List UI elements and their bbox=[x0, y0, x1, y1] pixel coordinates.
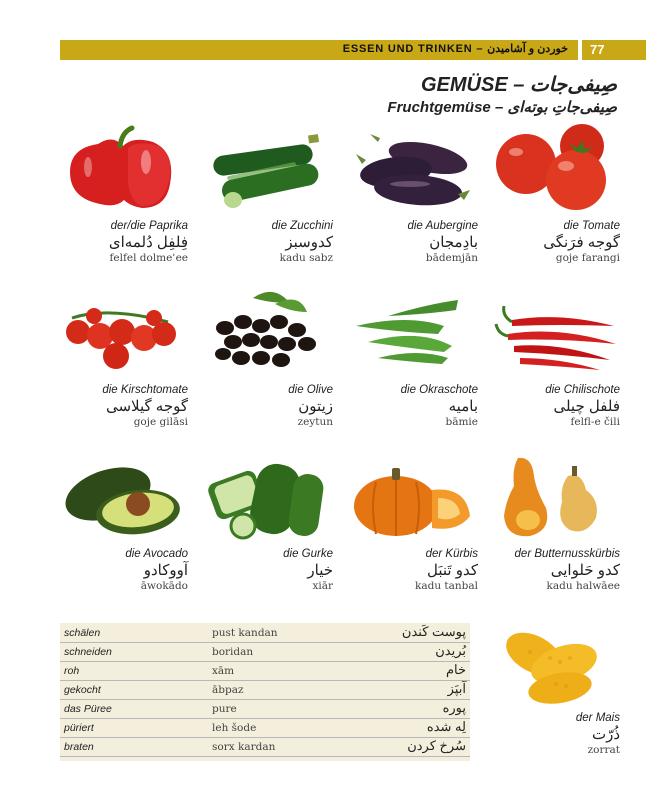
tomato-icon bbox=[490, 122, 620, 217]
table-german: püriert bbox=[64, 722, 94, 734]
transliteration: goje farangi bbox=[555, 252, 620, 264]
persian-word: فِلفِل دُلمه‌ای bbox=[108, 234, 188, 251]
table-transliteration: pust kandan bbox=[212, 627, 278, 639]
german-word: die Aubergine bbox=[407, 220, 478, 232]
table-persian: آبپَز bbox=[447, 681, 466, 696]
table-german: roh bbox=[64, 665, 80, 677]
german-word: die Okraschote bbox=[400, 384, 478, 396]
table-row bbox=[60, 661, 470, 681]
pumpkin-icon bbox=[348, 450, 478, 545]
transliteration: xiār bbox=[312, 580, 333, 592]
transliteration: kadu tanbal bbox=[414, 580, 478, 592]
german-word: die Kirschtomate bbox=[102, 384, 188, 396]
table-german: schneiden bbox=[64, 646, 112, 658]
table-row bbox=[60, 737, 470, 757]
german-word: die Gurke bbox=[283, 548, 333, 560]
persian-word: زیتون bbox=[298, 398, 333, 415]
persian-word: کدو تَنبَل bbox=[426, 562, 478, 579]
table-transliteration: xām bbox=[212, 665, 235, 677]
section-header-bar bbox=[60, 40, 578, 60]
persian-word: آووکادو bbox=[143, 562, 188, 579]
table-persian: خام bbox=[445, 662, 466, 677]
table-row bbox=[60, 642, 470, 662]
avocado-icon bbox=[58, 450, 188, 545]
persian-word: کدو حَلوایی bbox=[550, 562, 620, 579]
table-transliteration: sorx kardan bbox=[212, 741, 276, 753]
table-row bbox=[60, 680, 470, 700]
butternut-squash-icon bbox=[490, 450, 620, 545]
persian-word: فلفل چیلی bbox=[553, 398, 620, 415]
transliteration: bādemjān bbox=[425, 252, 478, 264]
table-transliteration: pure bbox=[212, 703, 237, 715]
okra-icon bbox=[348, 286, 478, 381]
page-subtitle: Fruchtgemüse – صِیفی‌جاتِ بوته‌ای bbox=[387, 99, 617, 116]
corn-icon bbox=[490, 614, 620, 709]
cherry-tomatoes-icon bbox=[58, 286, 188, 381]
german-word: die Tomate bbox=[563, 220, 620, 232]
german-word: die Chilischote bbox=[545, 384, 620, 396]
persian-word: کدوسبز bbox=[285, 234, 333, 251]
table-german: braten bbox=[64, 741, 94, 753]
table-german: das Püree bbox=[64, 703, 112, 715]
vocab-table bbox=[60, 623, 470, 761]
transliteration: zorrat bbox=[587, 744, 620, 756]
german-word: der Butternusskürbis bbox=[514, 548, 620, 560]
transliteration: kadu sabz bbox=[279, 252, 333, 264]
persian-word: بادِمجان bbox=[429, 234, 478, 251]
cucumbers-icon bbox=[203, 450, 333, 545]
german-word: der Kürbis bbox=[425, 548, 478, 560]
transliteration: āwokādo bbox=[140, 580, 188, 592]
german-word: die Avocado bbox=[125, 548, 188, 560]
transliteration: bāmie bbox=[445, 416, 478, 428]
zucchini-icon bbox=[203, 122, 333, 217]
table-transliteration: leh šode bbox=[212, 722, 257, 734]
german-word: die Zucchini bbox=[271, 220, 333, 232]
table-german: gekocht bbox=[64, 684, 101, 696]
table-row bbox=[60, 623, 470, 643]
german-word: die Olive bbox=[288, 384, 333, 396]
transliteration: goje gilāsi bbox=[133, 416, 188, 428]
bell-pepper-icon bbox=[58, 122, 188, 217]
olives-icon bbox=[203, 286, 333, 381]
table-transliteration: boridan bbox=[212, 646, 254, 658]
table-persian: پوره bbox=[442, 700, 466, 715]
persian-word: ذُرّت bbox=[591, 726, 620, 743]
table-persian: سُرخ کردن bbox=[407, 738, 466, 753]
chili-peppers-icon bbox=[490, 286, 620, 381]
table-persian: پوست کَندن bbox=[401, 624, 466, 639]
persian-word: خیار bbox=[307, 562, 333, 579]
eggplant-icon bbox=[348, 122, 478, 217]
table-persian: لِه شده bbox=[426, 719, 466, 734]
table-persian: بُریدن bbox=[435, 643, 466, 658]
transliteration: felfl-e čili bbox=[570, 416, 620, 428]
german-word: der/die Paprika bbox=[110, 220, 188, 232]
german-word: der Mais bbox=[575, 712, 620, 724]
persian-word: گوجه فرَنگی bbox=[543, 234, 620, 251]
section-title: ESSEN UND TRINKEN – خوردن و آشامیدن bbox=[342, 43, 568, 55]
table-transliteration: ābpaz bbox=[212, 684, 244, 696]
persian-word: گوجه گیلاسی bbox=[105, 398, 188, 415]
table-row bbox=[60, 699, 470, 719]
page-title: GEMÜSE – صِیفی‌جات bbox=[420, 74, 617, 96]
table-row bbox=[60, 718, 470, 738]
transliteration: felfel dolmeʾee bbox=[109, 252, 188, 264]
transliteration: zeytun bbox=[297, 416, 333, 428]
table-german: schälen bbox=[64, 627, 101, 639]
page-number: 77 bbox=[582, 40, 646, 60]
persian-word: بامیه bbox=[448, 398, 478, 415]
transliteration: kadu halwāee bbox=[546, 580, 620, 592]
